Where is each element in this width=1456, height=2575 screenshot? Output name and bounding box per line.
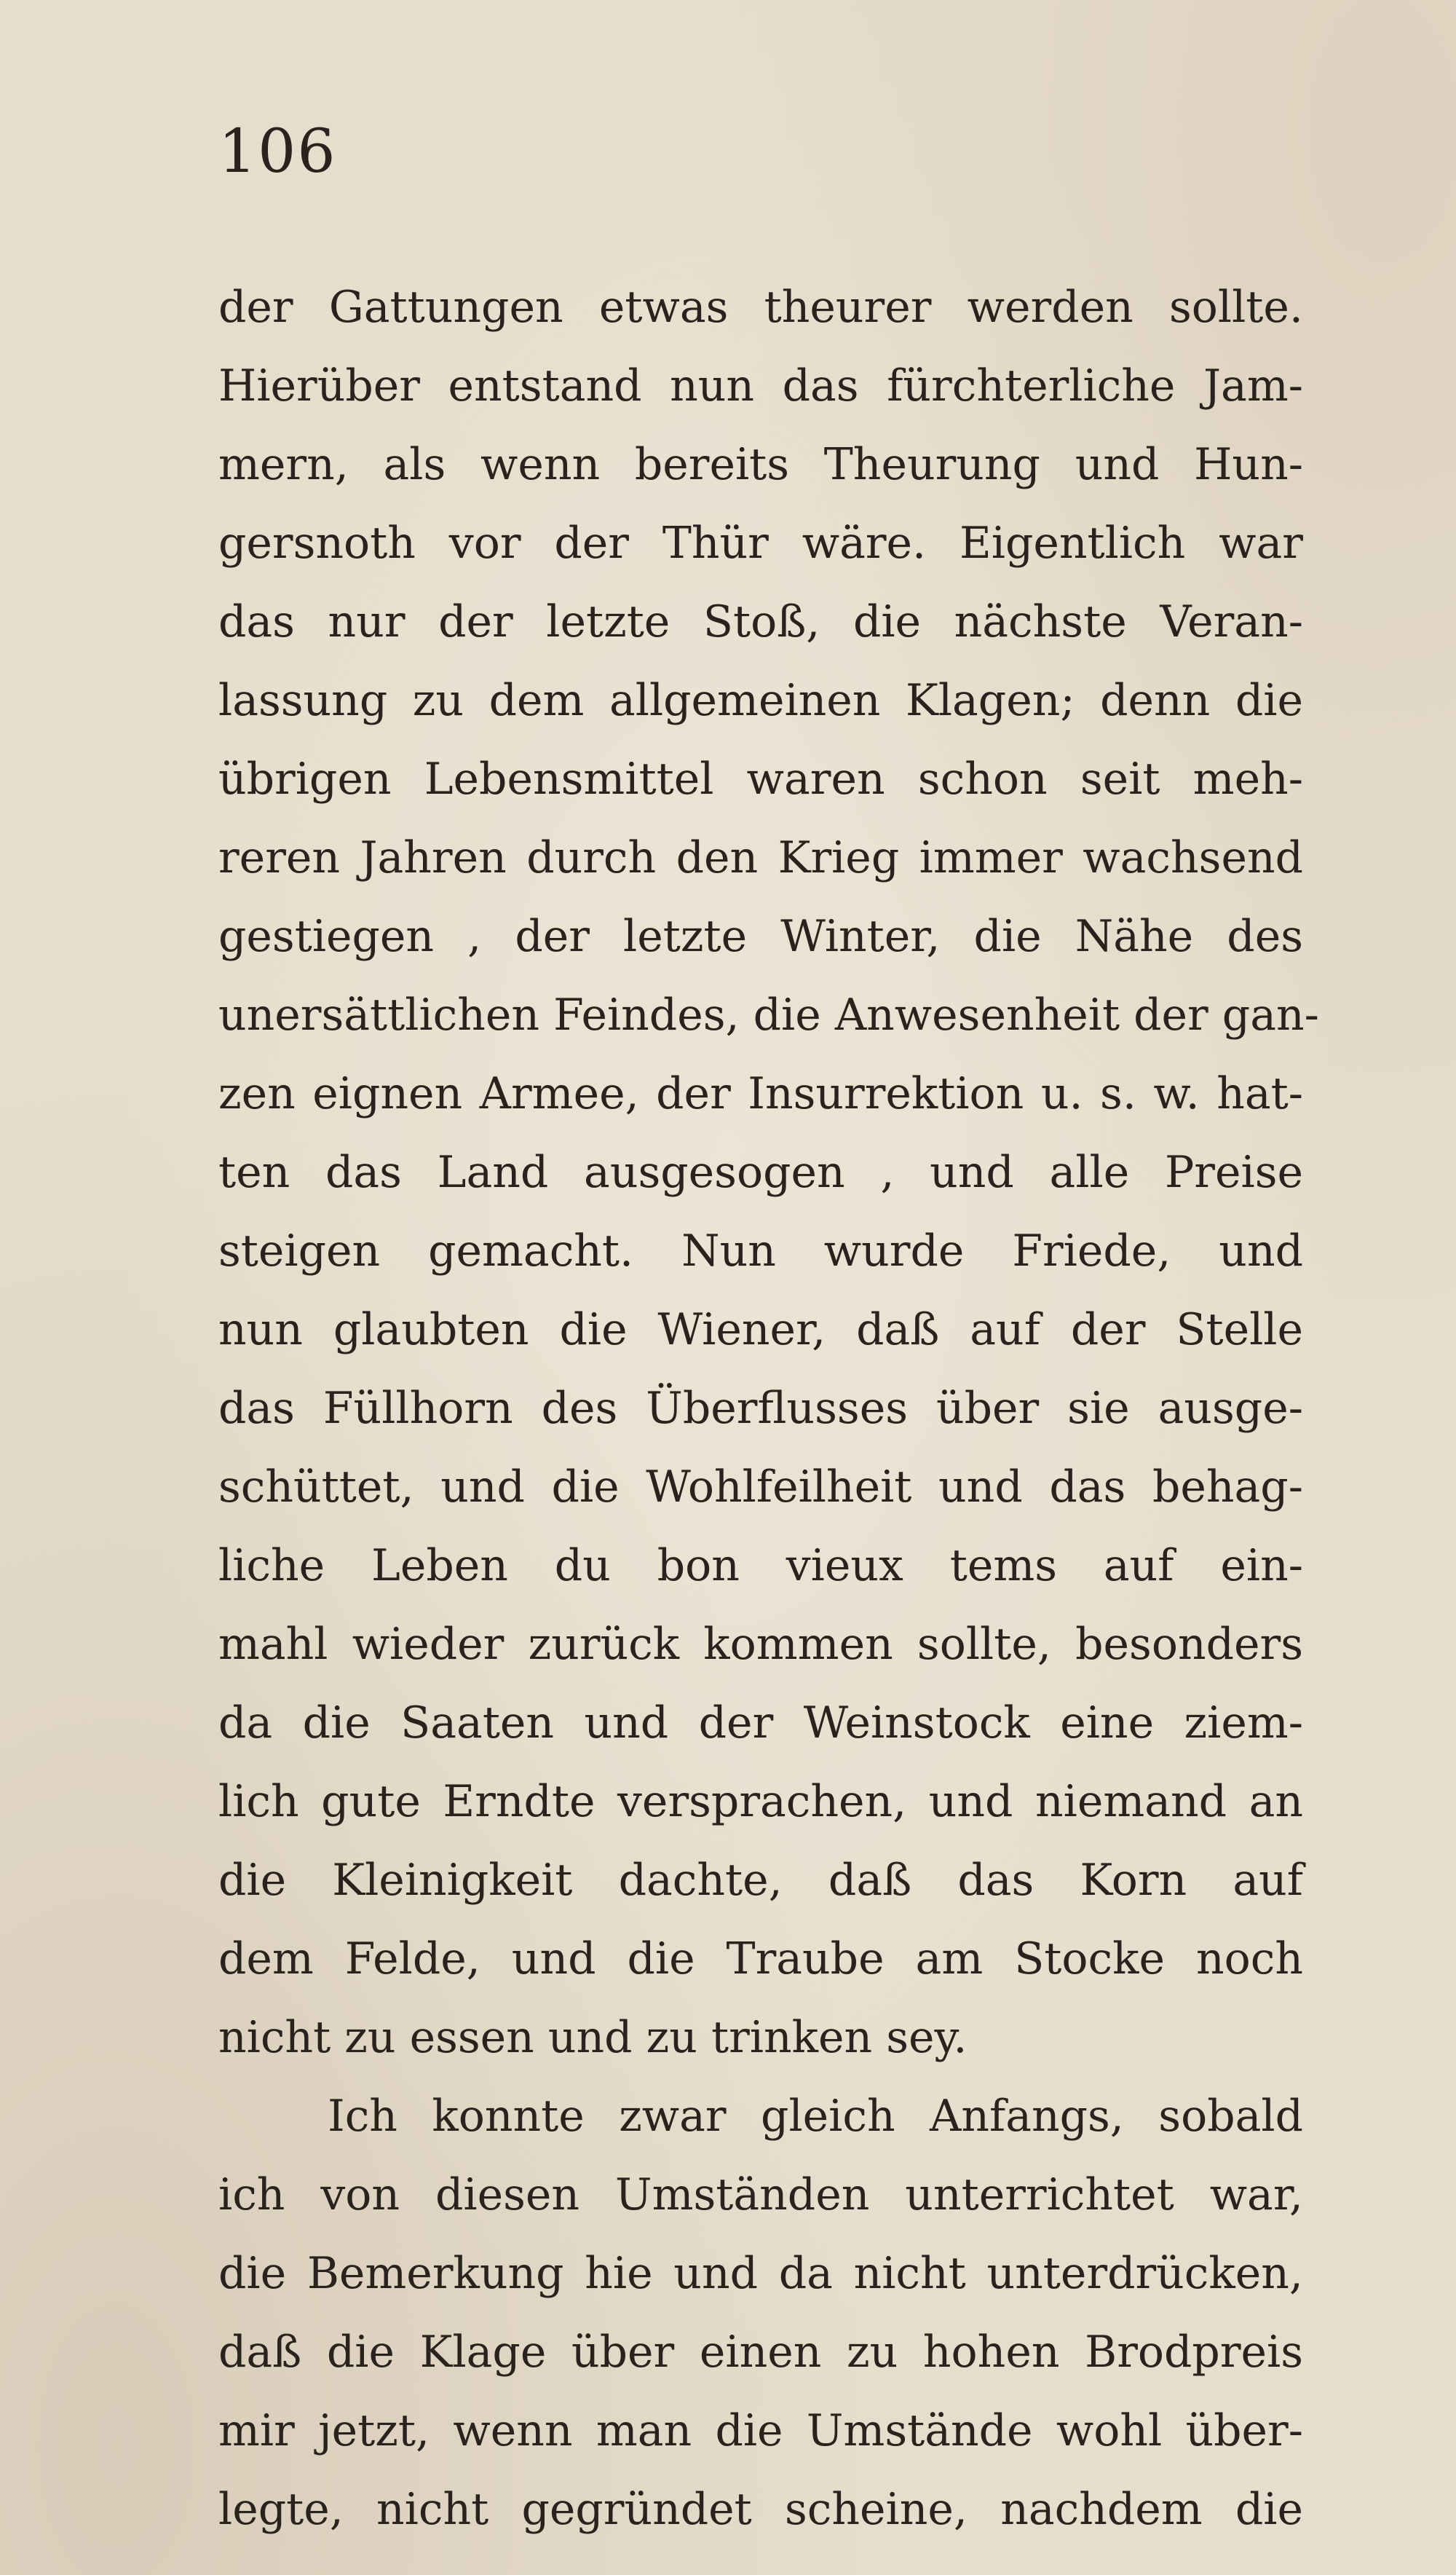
body-text: [218, 268, 1319, 2549]
text-line: liche Leben du bon vieux tems auf ein-: [218, 1540, 1303, 1591]
text-line: reren Jahren durch den Krieg immer wachsend: [218, 832, 1303, 883]
text-line: lassung zu dem allgemeinen Klagen; denn die: [218, 675, 1303, 726]
text-line: mir jetzt, wenn man die Umstände wohl über-: [218, 2405, 1303, 2456]
text-line: die Bemerkung hie und da nicht unterdrücken,: [218, 2248, 1303, 2299]
text-line: der Gattungen etwas theurer werden sollte.: [218, 282, 1303, 333]
text-line: gersnoth vor der Thür wäre. Eigentlich war: [218, 518, 1303, 569]
text-line: übrigen Lebensmittel waren schon seit meh-: [218, 754, 1303, 805]
text-line: dem Felde, und die Traube am Stocke noch: [218, 1933, 1303, 1984]
text-line: mahl wieder zurück kommen sollte, besonders: [218, 1619, 1303, 1670]
text-line: mern, als wenn bereits Theurung und Hun-: [218, 439, 1303, 490]
text-line: ich von diesen Umständen unterrichtet war,: [218, 2169, 1303, 2220]
text-line: nicht zu essen und zu trinken sey.: [218, 2012, 968, 2063]
text-line: steigen gemacht. Nun wurde Friede, und: [218, 1226, 1303, 1277]
text-line: Ich konnte zwar gleich Anfangs, sobald: [328, 2091, 1303, 2142]
text-line: lich gute Erndte versprachen, und niemand an: [218, 1776, 1303, 1827]
text-line: unersättlichen Feindes, die Anwesenheit der gan-: [218, 990, 1319, 1041]
text-line: legte, nicht gegründet scheine, nachdem die: [218, 2484, 1303, 2535]
text-line: gestiegen , der letzte Winter, die Nähe des: [218, 911, 1303, 962]
text-line: da die Saaten und der Weinstock eine ziem-: [218, 1697, 1303, 1748]
text-line: das nur der letzte Stoß, die nächste Veran-: [218, 596, 1303, 647]
text-line: nun glaubten die Wiener, daß auf der Stelle: [218, 1304, 1303, 1355]
text-line: zen eignen Armee, der Insurrektion u. s. w. hat-: [218, 1068, 1303, 1119]
text-line: schüttet, und die Wohlfeilheit und das behag-: [218, 1462, 1303, 1513]
text-line: ten das Land ausgesogen , und alle Preise: [218, 1147, 1303, 1198]
text-line: Hierüber entstand nun das fürchterliche Jam-: [218, 360, 1303, 411]
text-line: die Kleinigkeit dachte, daß das Korn auf: [218, 1855, 1303, 1906]
text-line: daß die Klage über einen zu hohen Brodpreis: [218, 2327, 1303, 2378]
page-number: 106: [218, 117, 337, 186]
text-line: das Füllhorn des Überflusses über sie ausge-: [218, 1383, 1303, 1434]
